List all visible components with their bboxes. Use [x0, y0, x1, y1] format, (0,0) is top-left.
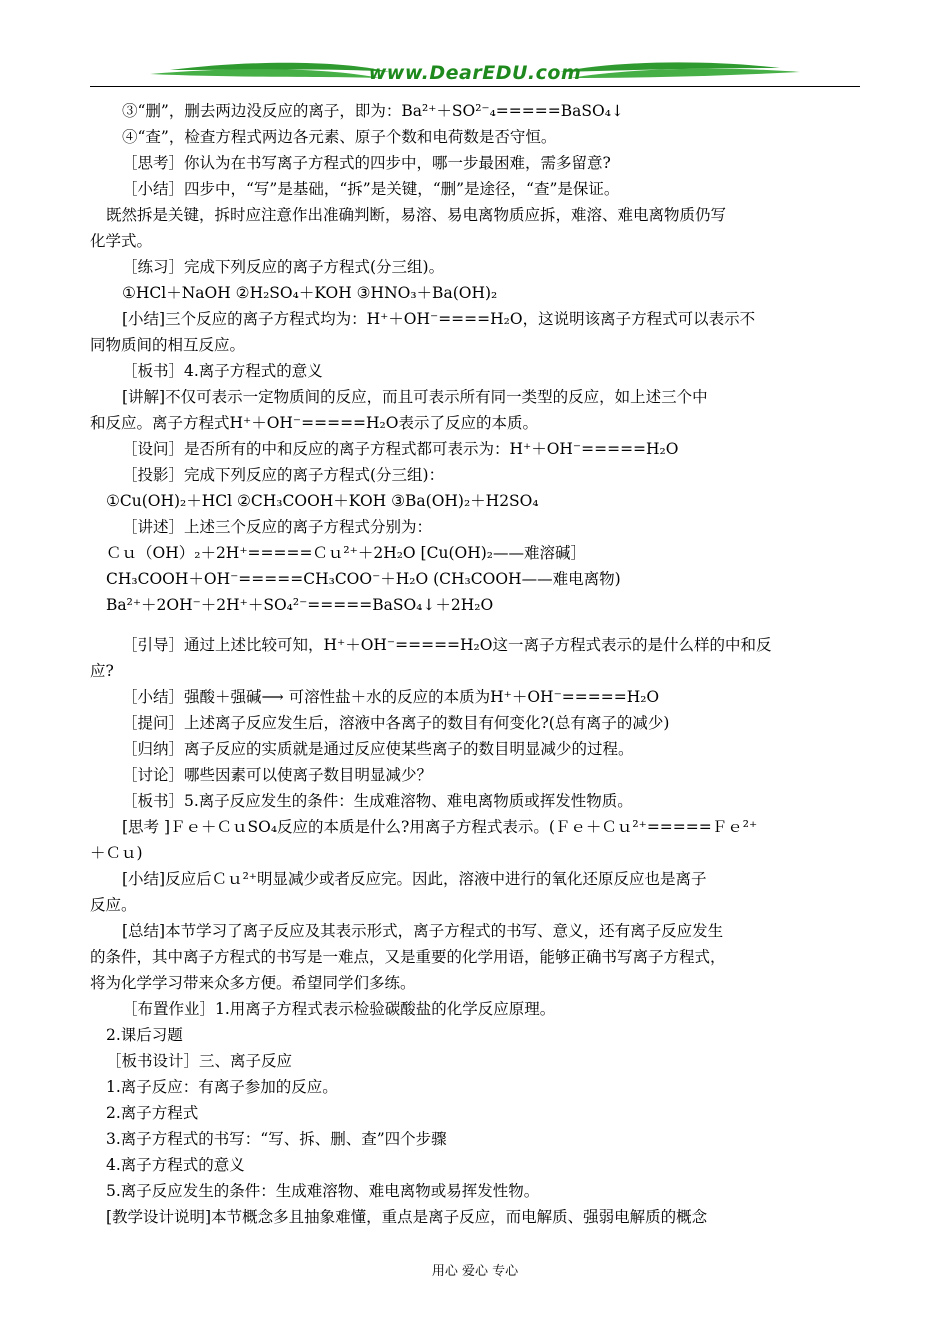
text-line: ③“删”，删去两边没反应的离子，即为：Ba²⁺＋SO²⁻₄=====BaSO₄↓	[122, 102, 624, 120]
text-line: ［板书设计］三、离子反应	[106, 1052, 293, 1070]
site-logo: www.DearEDU.com	[368, 62, 582, 84]
text-line: ①Cu(OH)₂＋HCl ②CH₃COOH＋KOH ③Ba(OH)₂＋H2SO₄	[106, 492, 539, 510]
text-line: 同物质间的相互反应。	[90, 336, 246, 354]
text-line: ［小结］四步中，“写”是基础，“拆”是关键，“删”是途径，“查”是保证。	[122, 180, 620, 198]
text-line: ＋Ｃｕ)	[90, 844, 143, 862]
text-line: ［引导］通过上述比较可知，H⁺＋OH⁻=====H₂O这一离子方程式表示的是什么样的中和反	[122, 636, 772, 654]
text-line: ［讲述］上述三个反应的离子方程式分别为：	[122, 518, 433, 536]
text-line: 反应。	[90, 896, 137, 914]
text-line: 4.离子方程式的意义	[106, 1156, 245, 1174]
page-header	[90, 56, 860, 96]
text-line: [思考 ]Ｆｅ＋ＣｕSO₄反应的本质是什么?用离子方程式表示。(Ｆｅ＋Ｃｕ²⁺=====Ｆｅ²⁺	[122, 818, 758, 836]
text-line: ［提问］上述离子反应发生后，溶液中各离子的数目有何变化?(总有离子的减少)	[122, 714, 670, 732]
text-line: 3.离子方程式的书写：“写、拆、删、查”四个步骤	[106, 1130, 447, 1148]
page-footer: 用心 爱心 专心	[431, 1264, 519, 1279]
text-line: 应?	[90, 662, 114, 680]
text-line: ［板书］4.离子方程式的意义	[122, 362, 323, 380]
text-line: ④“查”，检查方程式两边各元素、原子个数和电荷数是否守恒。	[122, 128, 557, 146]
text-line: Ｃｕ（OH）₂＋2H⁺=====Ｃｕ²⁺＋2H₂O [Cu(OH)₂——难溶碱］	[106, 544, 586, 562]
text-line: [总结]本节学习了离子反应及其表示形式，离子方程式的书写、意义，还有离子反应发生	[122, 922, 724, 940]
text-line: [小结]反应后Ｃｕ²⁺明显减少或者反应完。因此，溶液中进行的氧化还原反应也是离子	[122, 870, 707, 888]
text-line: [教学设计说明]本节概念多且抽象难懂，重点是离子反应，而电解质、强弱电解质的概念	[106, 1208, 708, 1226]
text-line: ［归纳］离子反应的实质就是通过反应使某些离子的数目明显减少的过程。	[122, 740, 634, 758]
text-line: 既然拆是关键，拆时应注意作出准确判断，易溶、易电离物质应拆，难溶、难电离物质仍写	[106, 206, 727, 224]
text-line: ［小结］强酸＋强碱⟶ 可溶性盐＋水的反应的本质为H⁺＋OH⁻=====H₂O	[122, 688, 660, 706]
text-line: ①HCl＋NaOH ②H₂SO₄＋KOH ③HNO₃＋Ba(OH)₂	[122, 284, 498, 302]
text-line: [讲解]不仅可表示一定物质间的反应，而且可表示所有同一类型的反应，如上述三个中	[122, 388, 708, 406]
document-body	[90, 98, 862, 1230]
text-line: [小结]三个反应的离子方程式均为：H⁺＋OH⁻====H₂O，这说明该离子方程式可以表示不	[122, 310, 756, 328]
text-line: ［设问］是否所有的中和反应的离子方程式都可表示为：H⁺＋OH⁻=====H₂O	[122, 440, 679, 458]
text-line: 和反应。离子方程式H⁺＋OH⁻=====H₂O表示了反应的本质。	[90, 414, 538, 432]
text-line: 1.离子反应：有离子参加的反应。	[106, 1078, 338, 1096]
text-line: CH₃COOH＋OH⁻=====CH₃COO⁻＋H₂O (CH₃COOH——难电离物)	[106, 570, 621, 588]
text-line: 的条件，其中离子方程式的书写是一难点，又是重要的化学用语，能够正确书写离子方程式，	[90, 948, 726, 966]
text-line: 2.课后习题	[106, 1026, 183, 1044]
text-line: 5.离子反应发生的条件：生成难溶物、难电离物或易挥发性物。	[106, 1182, 540, 1200]
text-line: 2.离子方程式	[106, 1104, 199, 1122]
text-line: ［讨论］哪些因素可以使离子数目明显减少？	[122, 766, 433, 784]
text-line: ［板书］5.离子反应发生的条件：生成难溶物、难电离物质或挥发性物质。	[122, 792, 633, 810]
header-rule	[90, 86, 860, 87]
text-line: ［思考］你认为在书写离子方程式的四步中，哪一步最困难，需多留意?	[122, 154, 611, 172]
text-line: Ba²⁺＋2OH⁻＋2H⁺＋SO₄²⁻=====BaSO₄↓＋2H₂O	[106, 596, 494, 614]
text-line: 将为化学学习带来众多方便。希望同学们多练。	[90, 974, 416, 992]
text-line: 化学式。	[90, 232, 153, 250]
blank-line	[90, 618, 862, 632]
text-line: ［练习］完成下列反应的离子方程式(分三组)。	[122, 258, 445, 276]
text-line: ［布置作业］1.用离子方程式表示检验碳酸盐的化学反应原理。	[122, 1000, 556, 1018]
text-line: ［投影］完成下列反应的离子方程式(分三组)：	[122, 466, 445, 484]
